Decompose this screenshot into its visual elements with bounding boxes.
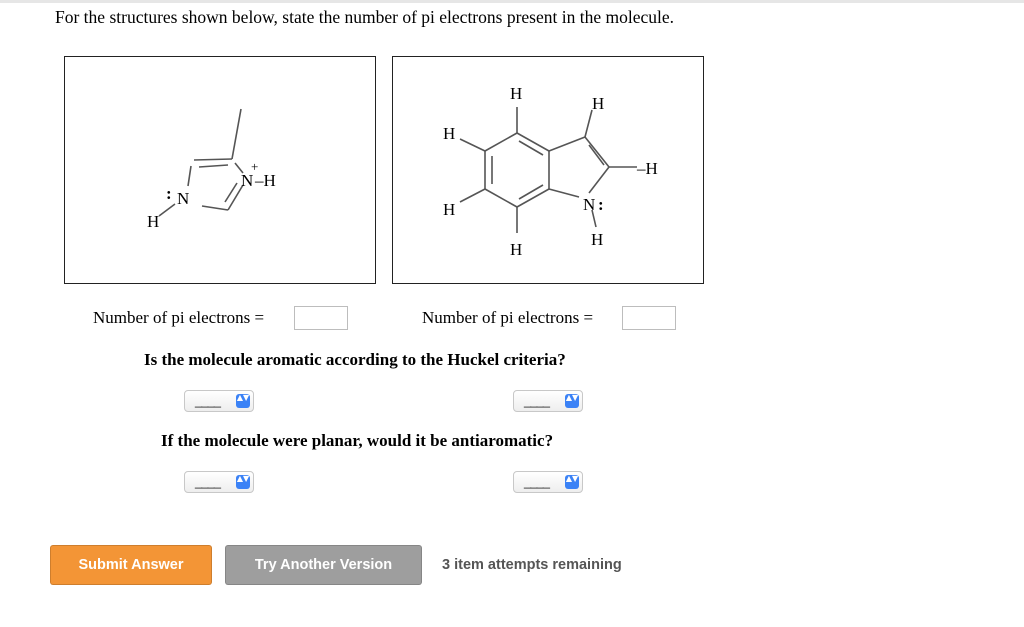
top-divider [0,0,1024,3]
select-value: ____ [195,474,220,489]
chevron-updown-icon: ▲▼ [236,394,250,408]
atom-h-bottom: H [510,240,523,259]
atom-h-lower-left: H [443,200,456,219]
antiaromatic-question: If the molecule were planar, would it be antiaromatic? [161,431,554,450]
lone-pair: : [598,195,604,214]
chevron-updown-icon: ▲▼ [565,394,579,408]
structure-box-2 [392,56,704,284]
aromatic-select-1[interactable] [184,390,254,412]
pi-label-1: Number of pi electrons = [93,308,265,327]
atom-h-top-right: H [592,94,605,113]
aromatic-question: Is the molecule aromatic according to the Huckel criteria? [144,350,566,369]
atom-h-right: –H [255,171,276,190]
atom-h-nh: H [591,230,604,249]
structure-box-1 [64,56,376,284]
pi-input-1[interactable] [294,306,348,330]
attempts-remaining: 3 item attempts remaining [442,557,622,573]
atom-h-upper-left: H [443,124,456,143]
atom-n-indole: N [583,195,596,214]
atom-n-ring: N [177,189,190,208]
antiaromatic-select-2[interactable] [513,471,583,493]
pi-input-2[interactable] [622,306,676,330]
try-another-version-button[interactable]: Try Another Version [225,545,422,585]
atom-h-right: –H [637,159,658,178]
structure-1-drawing [65,57,375,283]
chevron-updown-icon: ▲▼ [236,475,250,489]
aromatic-select-2[interactable] [513,390,583,412]
select-value: ____ [524,393,549,408]
antiaromatic-select-1[interactable] [184,471,254,493]
lone-pair: : [166,184,172,203]
select-value: ____ [524,474,549,489]
plus-charge: + [251,159,259,174]
structure-2-drawing [393,57,703,283]
submit-answer-button[interactable]: Submit Answer [50,545,212,585]
select-value: ____ [195,393,220,408]
atom-h-left: H [147,212,160,231]
pi-label-2: Number of pi electrons = [422,308,594,327]
atom-n-plus: N [241,171,254,190]
question-text: For the structures shown below, state the number of pi electrons present in the molecule. [55,7,674,27]
atom-h-top: H [510,84,523,103]
chevron-updown-icon: ▲▼ [565,475,579,489]
